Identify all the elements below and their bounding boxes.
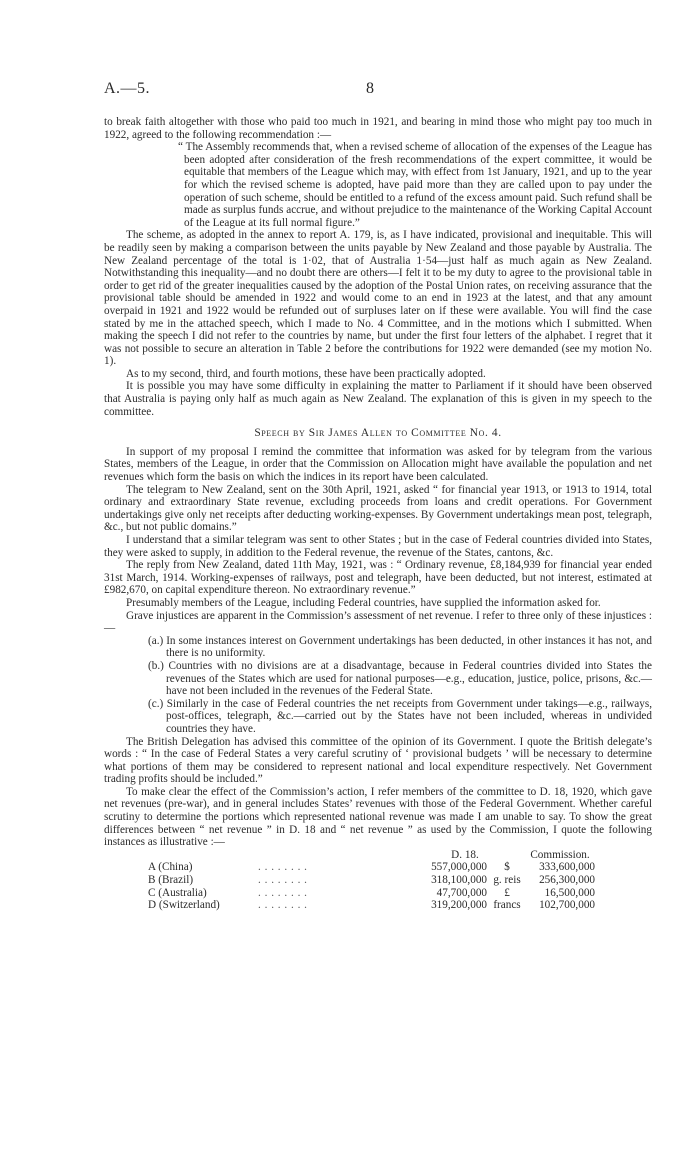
- country-name: B (Brazil): [148, 874, 194, 887]
- column-header-d18: D. 18.: [451, 848, 479, 861]
- commission-value: 16,500,000: [544, 886, 595, 899]
- currency-unit: $: [504, 861, 510, 874]
- d18-value: 318,100,000: [431, 874, 487, 887]
- country-name: C (Australia): [148, 886, 207, 899]
- currency-unit: francs: [493, 899, 521, 912]
- assembly-recommendation-quote: “ The Assembly recommends that, when a revised scheme of allocation of the expenses of the League has been adopted after consideration of the fresh recommendations of the expert committee, it would be equitable that members of the League which may, with effect from 1st January, 1921, and up to the year for which the revised scheme is adopted, have paid more than they are called upon to pay under the operation of such scheme, should be entitled to a refund of the excess amount paid. Such refund shall be made as surplus funds accrue, and without prejudice to the maintenance of the Working Capital Account of the League at its full normal figure.”: [178, 141, 652, 229]
- dot-leader: . . . . . . . .: [258, 874, 308, 887]
- page-header: [104, 80, 652, 102]
- dot-leader: . . . . . . . .: [258, 899, 308, 912]
- paragraph: The telegram to New Zealand, sent on the 30th April, 1921, asked “ for financial year 1913, or 1913 to 1914, total ordinary and extraordinary State revenue, excluding proceeds from loans and credit operations. For Government undertakings give only net receipts after deducting working-expenses. By Government undertakings mean post, telegraph, &c., but not public domains.”: [104, 483, 652, 534]
- paragraph: The British Delegation has advised this committee of the opinion of its Government. I quote the British delegate’s words : “ In the case of Federal States a very careful scrutiny of ‘ provisional budgets ’ will be necessary to determine what portions of them may be considered to represent national and local expenditure respectively. Net Government trading profits should be included.”: [104, 735, 652, 786]
- table-row: [148, 887, 652, 900]
- paragraph: It is possible you may have some difficulty in explaining the matter to Parliament if it should have been observed that Australia is paying only half as much again as New Zealand. The explanation of this is given in my speech to the committee.: [104, 380, 652, 418]
- paragraph: I understand that a similar telegram was sent to other States ; but in the case of Federal countries divided into States, they were asked to supply, in addition to the Federal revenue, the revenue of the States, cantons, &c.: [104, 534, 652, 559]
- page-number: 8: [366, 80, 374, 97]
- commission-value: 102,700,000: [539, 899, 595, 912]
- table-row: [148, 899, 652, 912]
- table-row: [148, 861, 652, 874]
- revenue-table-header: [104, 849, 652, 862]
- dot-leader: . . . . . . . .: [258, 886, 308, 899]
- country-name: D (Switzerland): [148, 899, 220, 912]
- paragraph: Grave injustices are apparent in the Commission’s assessment of net revenue. I refer to three only of these injustices : —: [104, 609, 652, 635]
- column-header-commission: Commission.: [530, 848, 590, 861]
- table-row: [148, 874, 652, 887]
- paragraph: The reply from New Zealand, dated 11th May, 1921, was : “ Ordinary revenue, £8,184,939 for financial year ended 31st March, 1914. Working-expenses of railways, post and telegraph, have been deducted, but not interest, estimated at £982,670, on capital expenditure thereon. No extraordinary revenue.”: [104, 559, 652, 597]
- d18-value: 557,000,000: [431, 861, 487, 874]
- currency-unit: £: [504, 886, 510, 899]
- dot-leader: . . . . . . . .: [258, 861, 308, 874]
- paragraph: to break faith altogether with those who paid too much in 1921, and bearing in mind those who might pay too much in 1922, agreed to the following recommendation :—: [104, 116, 652, 141]
- d18-value: 47,700,000: [436, 886, 487, 899]
- paragraph: In support of my proposal I remind the committee that information was asked for by telegram from the various States, members of the League, in order that the Commission on Allocation might have available the population and net revenues which form the basis on which the indices in its report have been calculated.: [104, 445, 652, 484]
- paragraph: Presumably members of the League, including Federal countries, have supplied the information asked for.: [126, 596, 601, 609]
- list-item-b: (b.) Countries with no divisions are at a disadvantage, because in Federal countries divided into States the revenues of the States which are used for national purposes—e.g., education, justice, police, prisons, &c.—have not been included in the revenues of the Federal State.: [148, 659, 652, 698]
- d18-value: 319,200,000: [431, 899, 487, 912]
- section-heading: Speech by Sir James Allen to Committee No. 4.: [254, 427, 502, 440]
- commission-value: 333,600,000: [539, 861, 595, 874]
- body-text: [104, 116, 652, 912]
- paragraph: As to my second, third, and fourth motions, these have been practically adopted.: [126, 367, 486, 380]
- paragraph: The scheme, as adopted in the annex to report A. 179, is, as I have indicated, provisional and inequitable. This will be readily seen by making a comparison between the units payable by New Zealand and those payable by Australia. The New Zealand percentage of the total is 1·02, that of Australia 1·54—just half as much again as New Zealand. Notwithstanding this inequality—and no doubt there are others—I felt it to be my duty to agree to the provisional table in order to get rid of the greater inequalities caused by the adoption of the Postal Union rates, on receiving assurance that the provisional table should be amended in 1922 and would come to an end in 1923 at the latest, and that any amount overpaid in 1921 and 1922 would be refunded out of surpluses later on if these were available. You will find the case stated by me in the attached speech, which I made to No. 4 Committee, and in the motions which I submitted. When making the speech I did not refer to the countries by name, but under the first four letters of the alphabet. I regret that it was not possible to secure an alteration in Table 2 before the contributions for 1922 were demanded (see my motion No. 1).: [104, 229, 652, 368]
- country-name: A (China): [148, 861, 193, 874]
- list-item-a: (a.) In some instances interest on Government undertakings has been deducted, in other instances it has not, and there is no uniformity.: [148, 634, 652, 660]
- document-reference: A.—5.: [104, 80, 151, 97]
- paragraph: To make clear the effect of the Commission’s action, I refer members of the committee to D. 18, 1920, which gave net revenues (pre-war), and in general includes States’ revenues with those of the Federal Government. Whether careful scrutiny to determine the portions which represented national revenue was made I am unable to say. To show the great differences between “ net revenue ” in D. 18 and “ net revenue ” as used by the Commission, I quote the following instances as illustrative :—: [104, 785, 652, 849]
- commission-value: 256,300,000: [539, 874, 595, 887]
- list-item-c: (c.) Similarly in the case of Federal countries the net receipts from Government under takings—e.g., railways, post-offices, telegraph, &c.—carried out by the States have not been included, whereas in undivided countries they have.: [148, 697, 652, 735]
- currency-unit: g. reis: [493, 874, 521, 887]
